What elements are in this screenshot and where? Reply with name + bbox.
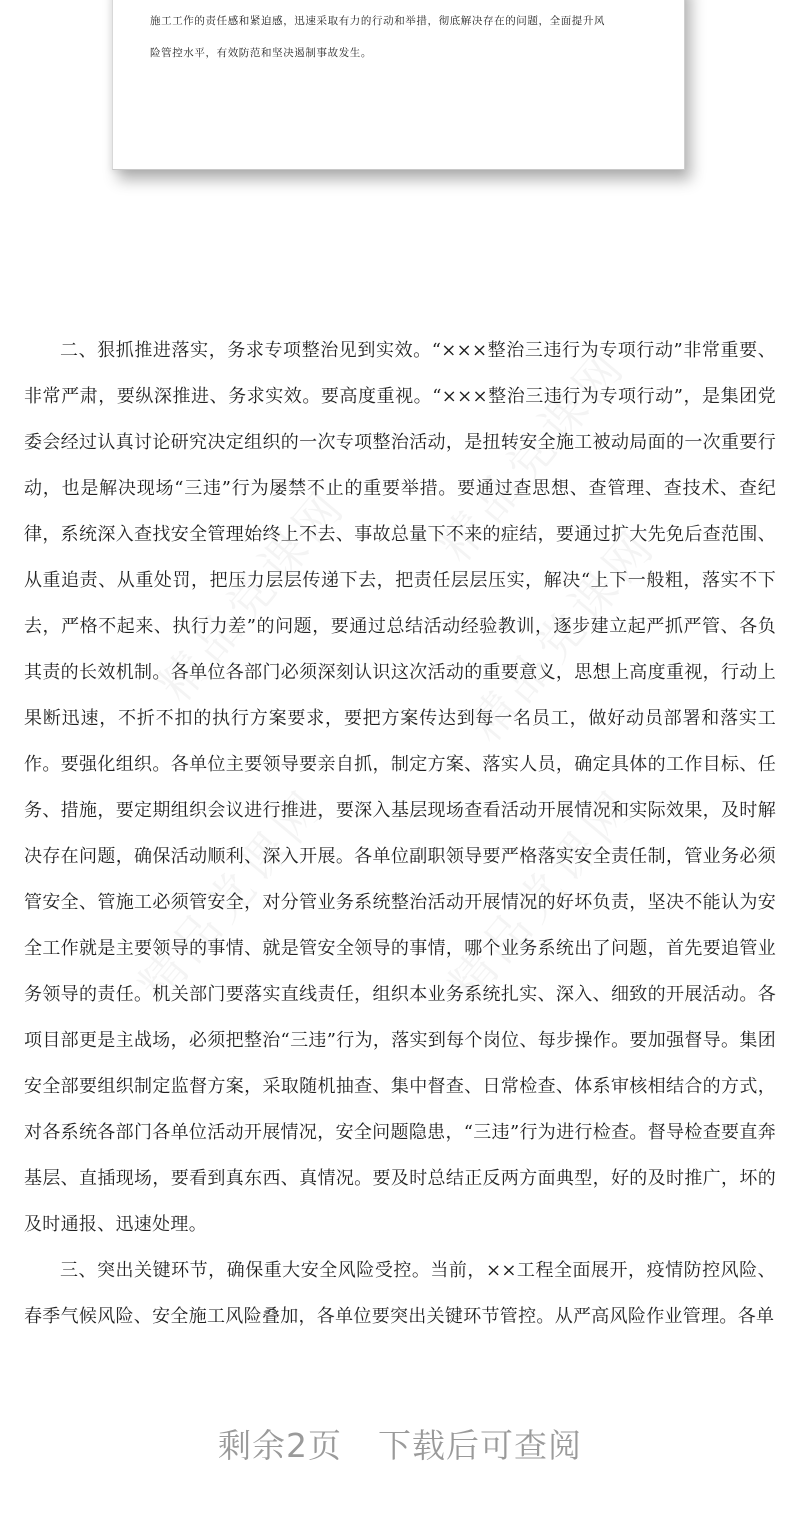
preview-text-line: 险管控水平，有效防范和坚决遏制事故发生。: [150, 47, 372, 59]
document-paragraph: 三、突出关键环节，确保重大安全风险受控。当前，××工程全面展开，疫情防控风险、春季气候风险、安全施工风险叠加，各单位要突出关键环节管控。从严高风险作业管理。各单: [24, 1260, 776, 1327]
remaining-pages-banner[interactable]: [0, 1420, 800, 1467]
preview-text-line: 施工工作的责任感和紧迫感，迅速采取有力的行动和举措，彻底解决存在的问题，全面提升风: [150, 15, 606, 27]
document-paragraph: 二、狠抓推进落实，务求专项整治见到实效。“×××整治三违行为专项行动”非常重要、非常严肃，要纵深推进、务求实效。要高度重视。“×××整治三违行为专项行动”，是集团党委会经过认真讨论研究决定组织的一次专项整治活动，是扭转安全施工被动局面的一次重要行动，也是解决现场“三违”行为屡禁不止的重要举措。要通过查思想、查管理、查技术、查纪律，系统深入查找安全管理始终上不去、事故总量下不来的症结，要通过扩大先免后查范围、从重追责、从重处罚，把压力层层传递下去，把责任层层压实，解决“上下一般粗，落实不下去，严格不起来、执行力差”的问题，要通过总结活动经验教训，逐步建立起严抓严管、各负其责的长效机制。各单位各部门必须深刻认识这次活动的重要意义，思想上高度重视，行动上果断迅速，不折不扣的执行方案要求，要把方案传达到每一名员工，做好动员部署和落实工作。要强化组织。各单位主要领导要亲自抓，制定方案、落实人员，确定具体的工作目标、任务、措施，要定期组织会议进行推进，要深入基层现场查看活动开展情况和实际效果，及时解决存在问题，确保活动顺利、深入开展。各单位副职领导要严格落实安全责任制，管业务必须管安全、管施工必须管安全，对分管业务系统整治活动开展情况的好坏负责，坚决不能认为安全工作就是主要领导的事情、就是管安全领导的事情，哪个业务系统出了问题，首先要追管业务领导的责任。机关部门要落实直线责任，组织本业务系统扎实、深入、细致的开展活动。各项目部更是主战场，必须把整治“三违”行为，落实到每个岗位、每步操作。要加强督导。集团安全部要组织制定监督方案，采取随机抽查、集中督查、日常检查、体系审核相结合的方式，对各系统各部门各单位活动开展情况，安全问题隐患，“三违”行为进行检查。督导检查要直奔基层、直插现场，要看到真东西、真情况。要及时总结正反两方面典型，好的及时推广，坏的及时通报、迅速处理。: [24, 340, 776, 1235]
remaining-pages-label: 剩余2页: [218, 1426, 342, 1465]
download-hint-label: 下载后可查阅: [378, 1426, 582, 1465]
document-body: [24, 328, 776, 1340]
previous-page-preview-card: [112, 0, 685, 170]
